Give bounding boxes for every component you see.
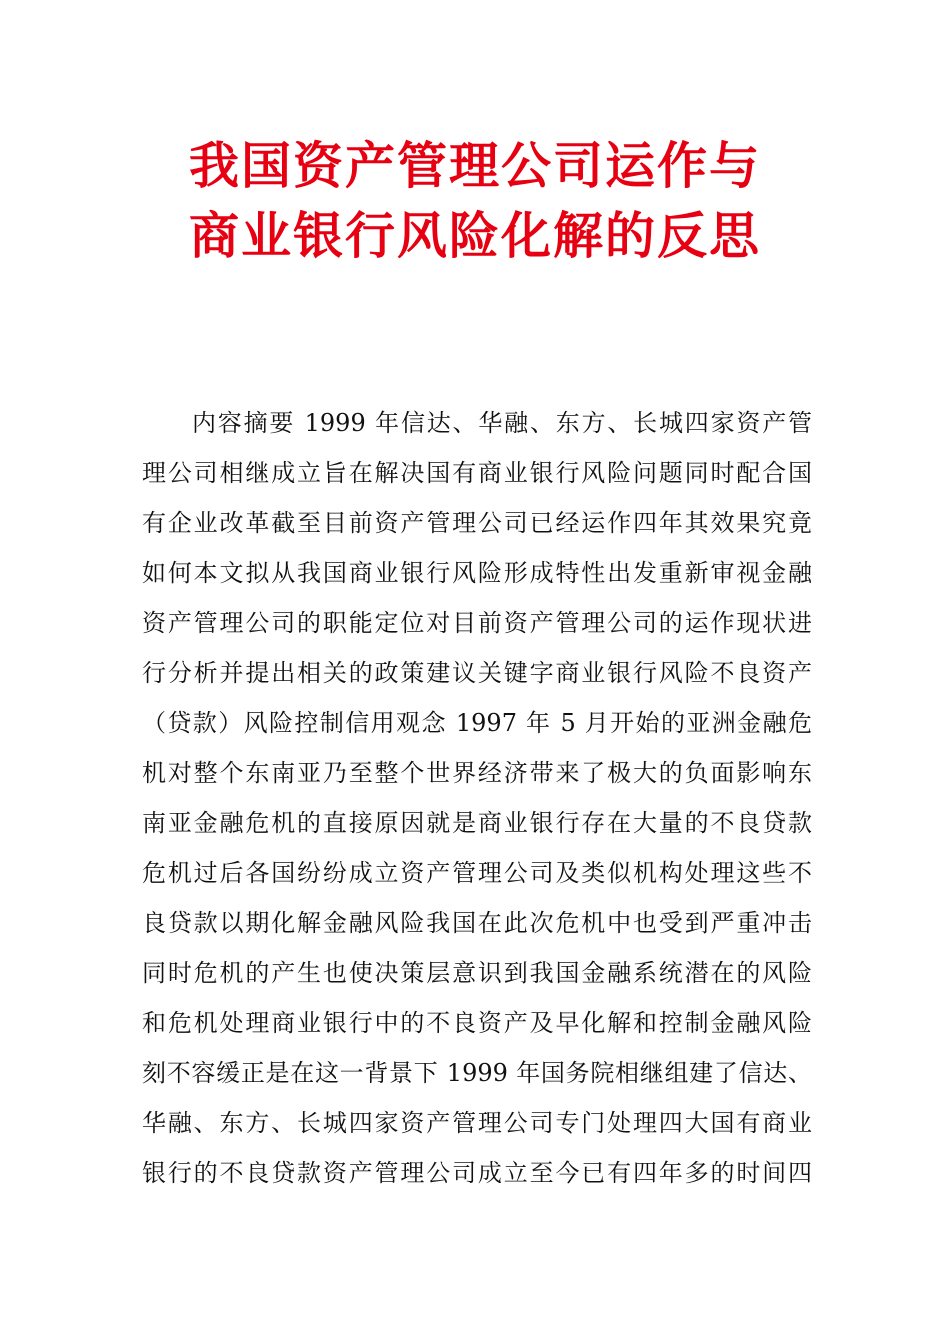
body-line: 危机过后各国纷纷成立资产管理公司及类似机构处理这些不 <box>142 859 812 887</box>
body-line: 资产管理公司的职能定位对目前资产管理公司的运作现状进 <box>142 609 812 637</box>
document-title-line-1: 我国资产管理公司运作与 <box>189 137 761 195</box>
body-line: 机对整个东南亚乃至整个世界经济带来了极大的负面影响东 <box>142 759 812 787</box>
body-line: 和危机处理商业银行中的不良资产及早化解和控制金融风险 <box>142 1009 812 1037</box>
body-line: 有企业改革截至目前资产管理公司已经运作四年其效果究竟 <box>142 509 812 537</box>
body-line: 刻不容缓正是在这一背景下 1999 年国务院相继组建了信达、 <box>142 1059 812 1087</box>
body-line: （贷款）风险控制信用观念 1997 年 5 月开始的亚洲金融危 <box>142 709 812 737</box>
body-line: 良贷款以期化解金融风险我国在此次危机中也受到严重冲击 <box>142 909 812 937</box>
body-line: 南亚金融危机的直接原因就是商业银行存在大量的不良贷款 <box>142 809 812 837</box>
body-line: 理公司相继成立旨在解决国有商业银行风险问题同时配合国 <box>142 459 812 487</box>
body-line: 同时危机的产生也使决策层意识到我国金融系统潜在的风险 <box>142 959 812 987</box>
document-body <box>142 398 812 1198</box>
body-line: 行分析并提出相关的政策建议关键字商业银行风险不良资产 <box>142 659 812 687</box>
body-line: 银行的不良贷款资产管理公司成立至今已有四年多的时间四 <box>142 1159 812 1187</box>
document-title-line-2: 商业银行风险化解的反思 <box>189 207 761 265</box>
body-line: 如何本文拟从我国商业银行风险形成特性出发重新审视金融 <box>142 559 812 587</box>
body-line: 华融、东方、长城四家资产管理公司专门处理四大国有商业 <box>142 1109 812 1137</box>
body-line: 内容摘要 1999 年信达、华融、东方、长城四家资产管 <box>192 409 812 437</box>
